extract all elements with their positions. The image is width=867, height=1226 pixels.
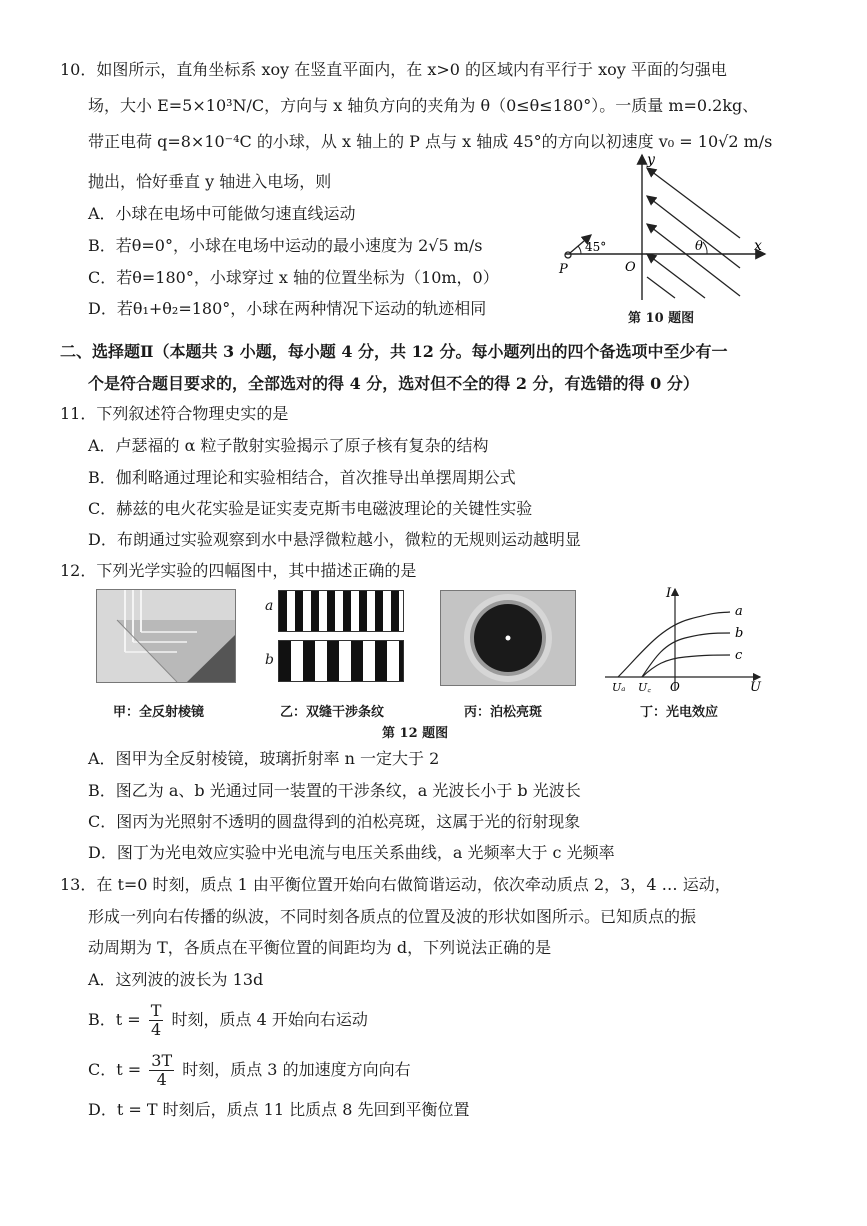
caption-bing: 丙：泊松亮斑 <box>464 705 543 720</box>
ua-label: Uₐ <box>612 681 626 694</box>
q12-option-a: A．图甲为全反射棱镜，玻璃折射率 n 一定大于 2 <box>88 749 440 768</box>
q13-option-b-fraction <box>149 1002 164 1039</box>
field-line <box>647 168 740 238</box>
q11-option-c: C．赫兹的电火花实验是证实麦克斯韦电磁波理论的关键性实验 <box>88 499 533 518</box>
q10-option-a: A．小球在电场中可能做匀速直线运动 <box>88 204 356 223</box>
q13-option-b-suffix: 时刻，质点 4 开始向右运动 <box>171 1010 368 1029</box>
q10-option-d: D．若θ₁+θ₂=180°，小球在两种情况下运动的轨迹相同 <box>88 299 487 318</box>
q13-stem-line3: 动周期为 T，各质点在平衡位置的间距均为 d，下列说法正确的是 <box>88 938 552 957</box>
q11-option-b: B．伽利略通过理论和实验相结合，首次推导出单摆周期公式 <box>88 468 516 487</box>
angle-arc <box>578 246 581 254</box>
q12-stem: 12．下列光学实验的四幅图中，其中描述正确的是 <box>60 561 417 580</box>
field-line <box>647 254 705 298</box>
q10-figure <box>555 150 775 305</box>
theta-arc <box>703 242 707 254</box>
prism-photo <box>96 589 236 683</box>
field-line <box>647 224 740 296</box>
y-axis-label: y <box>647 152 655 168</box>
q13-option-b-prefix: B．t = <box>88 1010 141 1029</box>
q13-option-c <box>88 1050 411 1090</box>
q13-option-b <box>88 1000 368 1040</box>
q10-stem-line4: 抛出，恰好垂直 y 轴进入电场，则 <box>88 172 332 191</box>
fringe-pattern-b <box>278 640 404 682</box>
q12-option-b: B．图乙为 a、b 光通过同一装置的干涉条纹，a 光波长小于 b 光波长 <box>88 781 581 800</box>
q10-stem-line2: 场，大小 E=5×10³N/C，方向与 x 轴负方向的夹角为 θ（0≤θ≤180°）。一质量 m=0.2kg、 <box>88 96 759 115</box>
q13-stem-line2: 形成一列向右传播的纵波，不同时刻各质点的位置及波的形状如图所示。已知质点的振 <box>88 907 697 926</box>
caption-yi: 乙：双缝干涉条纹 <box>280 705 385 720</box>
fringe-label-a: a <box>265 598 274 614</box>
caption-ding: 丁：光电效应 <box>640 705 719 720</box>
poisson-spot-photo <box>440 590 576 686</box>
q13-stem-line1: 13．在 t=0 时刻，质点 1 由平衡位置开始向右做简谐运动，依次牵动质点 2，3，4 … 运动， <box>60 875 731 894</box>
fraction-numerator: 3T <box>151 1051 173 1070</box>
interference-fringes-figure <box>262 590 404 682</box>
field-line <box>647 277 675 298</box>
q13-option-c-suffix: 时刻，质点 3 的加速度方向向右 <box>182 1060 411 1079</box>
q13-option-a: A．这列波的波长为 13d <box>88 970 264 989</box>
q13-option-c-fraction <box>149 1052 174 1089</box>
q12-option-d: D．图丁为光电效应实验中光电流与电压关系曲线，a 光频率大于 c 光频率 <box>88 843 615 862</box>
q11-option-a: A．卢瑟福的 α 粒子散射实验揭示了原子核有复杂的结构 <box>88 436 489 455</box>
section2-heading-line2: 个是符合题目要求的，全部选对的得 4 分，选对但不全的得 2 分，有选错的得 0 分） <box>88 374 699 393</box>
q13-option-d: D．t = T 时刻后，质点 11 比质点 8 先回到平衡位置 <box>88 1100 470 1119</box>
i-axis-label: I <box>666 586 672 601</box>
q10-stem-line1: 10．如图所示，直角坐标系 xoy 在竖直平面内，在 x>0 的区域内有平行于 xoy 平面的匀强电 <box>60 60 727 79</box>
origin-label: O <box>670 680 680 694</box>
q12-option-c: C．图丙为光照射不透明的圆盘得到的泊松亮斑，这属于光的衍射现象 <box>88 812 581 831</box>
fraction-denominator: 4 <box>151 1020 162 1039</box>
photoelectric-graph <box>600 585 770 695</box>
origin-label: O <box>625 260 636 275</box>
curve-a <box>618 612 730 677</box>
p-label: P <box>559 262 568 277</box>
caption-jia: 甲：全反射棱镜 <box>113 705 205 720</box>
section2-heading-line1: 二、选择题Ⅱ（本题共 3 小题，每小题 4 分，共 12 分。每小题列出的四个备选项中至少有一 <box>60 342 728 361</box>
q10-figure-caption: 第 10 题图 <box>628 311 695 326</box>
fringe-pattern-a <box>278 590 404 632</box>
uc-label: U꜀ <box>638 681 652 694</box>
field-line <box>647 196 740 268</box>
theta-label: θ <box>695 239 703 254</box>
curve-a-label: a <box>735 604 743 619</box>
q11-stem: 11．下列叙述符合物理史实的是 <box>60 404 289 423</box>
fraction-denominator: 4 <box>156 1070 167 1089</box>
q11-option-d: D．布朗通过实验观察到水中悬浮微粒越小，微粒的无规则运动越明显 <box>88 530 581 549</box>
q13-option-c-prefix: C．t = <box>88 1060 142 1079</box>
x-axis-label: x <box>754 238 762 254</box>
curve-b-label: b <box>735 626 744 641</box>
u-axis-label: U <box>750 680 761 695</box>
q10-option-c: C．若θ=180°，小球穿过 x 轴的位置坐标为（10m，0） <box>88 268 499 287</box>
curve-c-label: c <box>735 648 743 663</box>
q10-stem-line3: 带正电荷 q=8×10⁻⁴C 的小球，从 x 轴上的 P 点与 x 轴成 45°的方向以初速度 v₀ = 10√2 m/s <box>88 132 773 151</box>
fringe-label-b: b <box>265 652 274 668</box>
angle-45-label: 45° <box>585 240 607 254</box>
q10-option-b: B．若θ=0°，小球在电场中运动的最小速度为 2√5 m/s <box>88 236 483 255</box>
fraction-numerator: T <box>150 1001 162 1020</box>
q12-figure-caption: 第 12 题图 <box>382 726 449 741</box>
